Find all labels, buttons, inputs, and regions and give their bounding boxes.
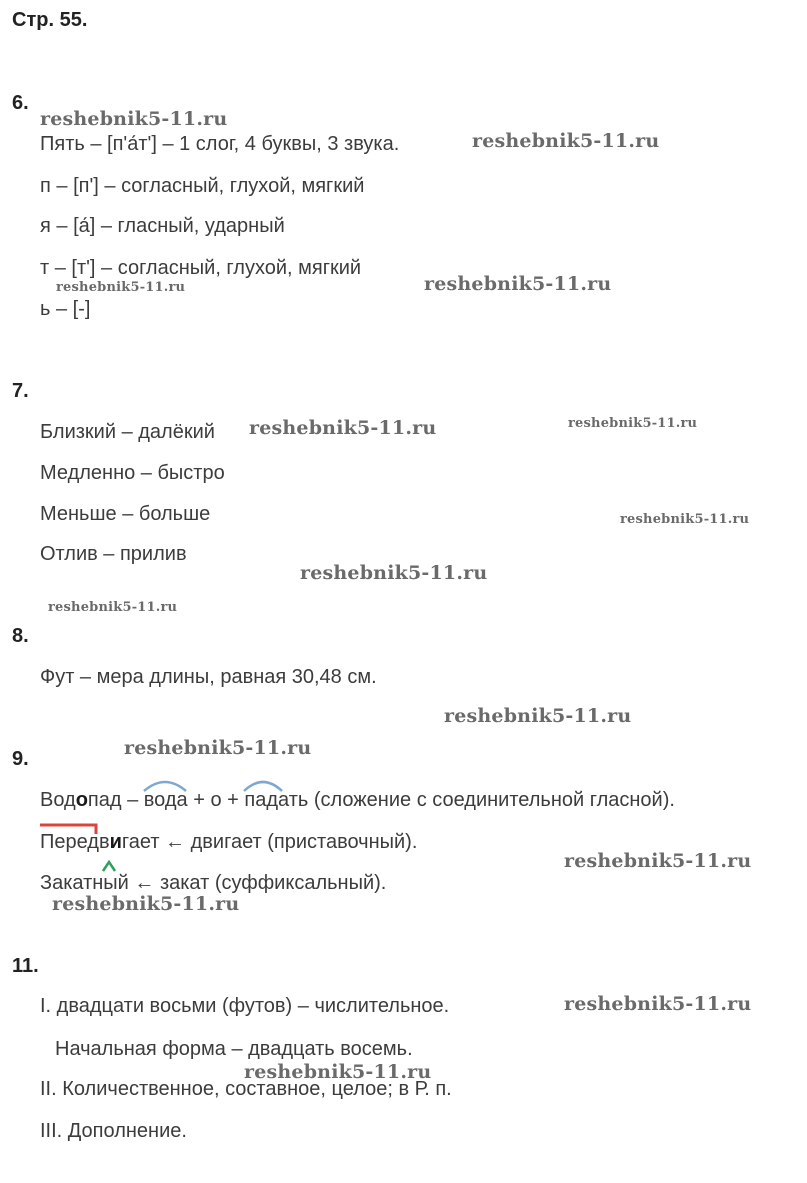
task-6-line-3: я – [а́] – гласный, ударный	[40, 215, 285, 237]
word-part: ать (сложение с соединительной гласной).	[278, 789, 675, 811]
task-6-line-1: Пять – [п'а́т'] – 1 слог, 4 буквы, 3 звука.	[40, 133, 400, 155]
watermark: reshebnik5-11.ru	[424, 273, 612, 295]
task-8-number: 8.	[12, 625, 29, 647]
watermark: reshebnik5-11.ru	[249, 417, 437, 439]
root-voda: вода	[144, 789, 188, 811]
watermark: reshebnik5-11.ru	[244, 1061, 432, 1083]
task-7-line-1: Близкий – далёкий	[40, 421, 215, 443]
prefix-mark-icon	[40, 823, 98, 835]
watermark: reshebnik5-11.ru	[444, 705, 632, 727]
word-part: пад –	[87, 789, 144, 811]
task-11-line-2: Начальная форма – двадцать восемь.	[55, 1038, 413, 1060]
task-11-line-4: III. Дополнение.	[40, 1120, 187, 1142]
page-title: Стр. 55.	[12, 9, 88, 31]
task-11-line-3: II. Количественное, составное, целое; в Р. п.	[40, 1078, 452, 1100]
task-6-number: 6.	[12, 92, 29, 114]
word-part: гает ← двигает (приставочный).	[121, 831, 418, 853]
task-6-line-5: ь – [-]	[40, 298, 91, 320]
task-9-number: 9.	[12, 748, 29, 770]
watermark: reshebnik5-11.ru	[564, 850, 752, 872]
task-9-line-3: Закатный ← закат (суффиксальный).	[40, 872, 387, 894]
watermark: reshebnik5-11.ru	[620, 512, 750, 527]
suffix-mark-icon	[101, 860, 117, 872]
word-part: + о +	[187, 789, 245, 811]
task-7-line-4: Отлив – прилив	[40, 543, 187, 565]
watermark: reshebnik5-11.ru	[56, 280, 186, 295]
task-6-line-2: п – [п'] – согласный, глухой, мягкий	[40, 175, 365, 197]
watermark: reshebnik5-11.ru	[48, 600, 178, 615]
connecting-vowel: о	[75, 789, 88, 811]
task-11-line-1: I. двадцати восьми (футов) – числительное.	[40, 995, 450, 1017]
task-7-line-2: Медленно – быстро	[40, 462, 225, 484]
stressed-vowel: и	[109, 831, 122, 853]
task-11-number: 11.	[12, 955, 39, 977]
task-6-line-4: т – [т'] – согласный, глухой, мягкий	[40, 257, 362, 279]
watermark: reshebnik5-11.ru	[568, 416, 698, 431]
task-9-line-1	[40, 789, 675, 812]
watermark: reshebnik5-11.ru	[300, 562, 488, 584]
word-part: Вод	[40, 789, 76, 811]
task-8-line-1: Фут – мера длины, равная 30,48 см.	[40, 666, 377, 688]
prefix-pere: Передв	[40, 831, 110, 853]
watermark: reshebnik5-11.ru	[472, 130, 660, 152]
task-7-number: 7.	[12, 380, 29, 402]
watermark: reshebnik5-11.ru	[40, 108, 228, 130]
watermark: reshebnik5-11.ru	[52, 893, 240, 915]
root-pad: пад	[244, 789, 278, 811]
watermark: reshebnik5-11.ru	[124, 737, 312, 759]
root-arc-icon	[142, 779, 188, 793]
watermark: reshebnik5-11.ru	[564, 993, 752, 1015]
task-7-line-3: Меньше – больше	[40, 503, 211, 525]
root-arc-icon	[242, 779, 284, 793]
task-9-line-2	[40, 831, 417, 854]
